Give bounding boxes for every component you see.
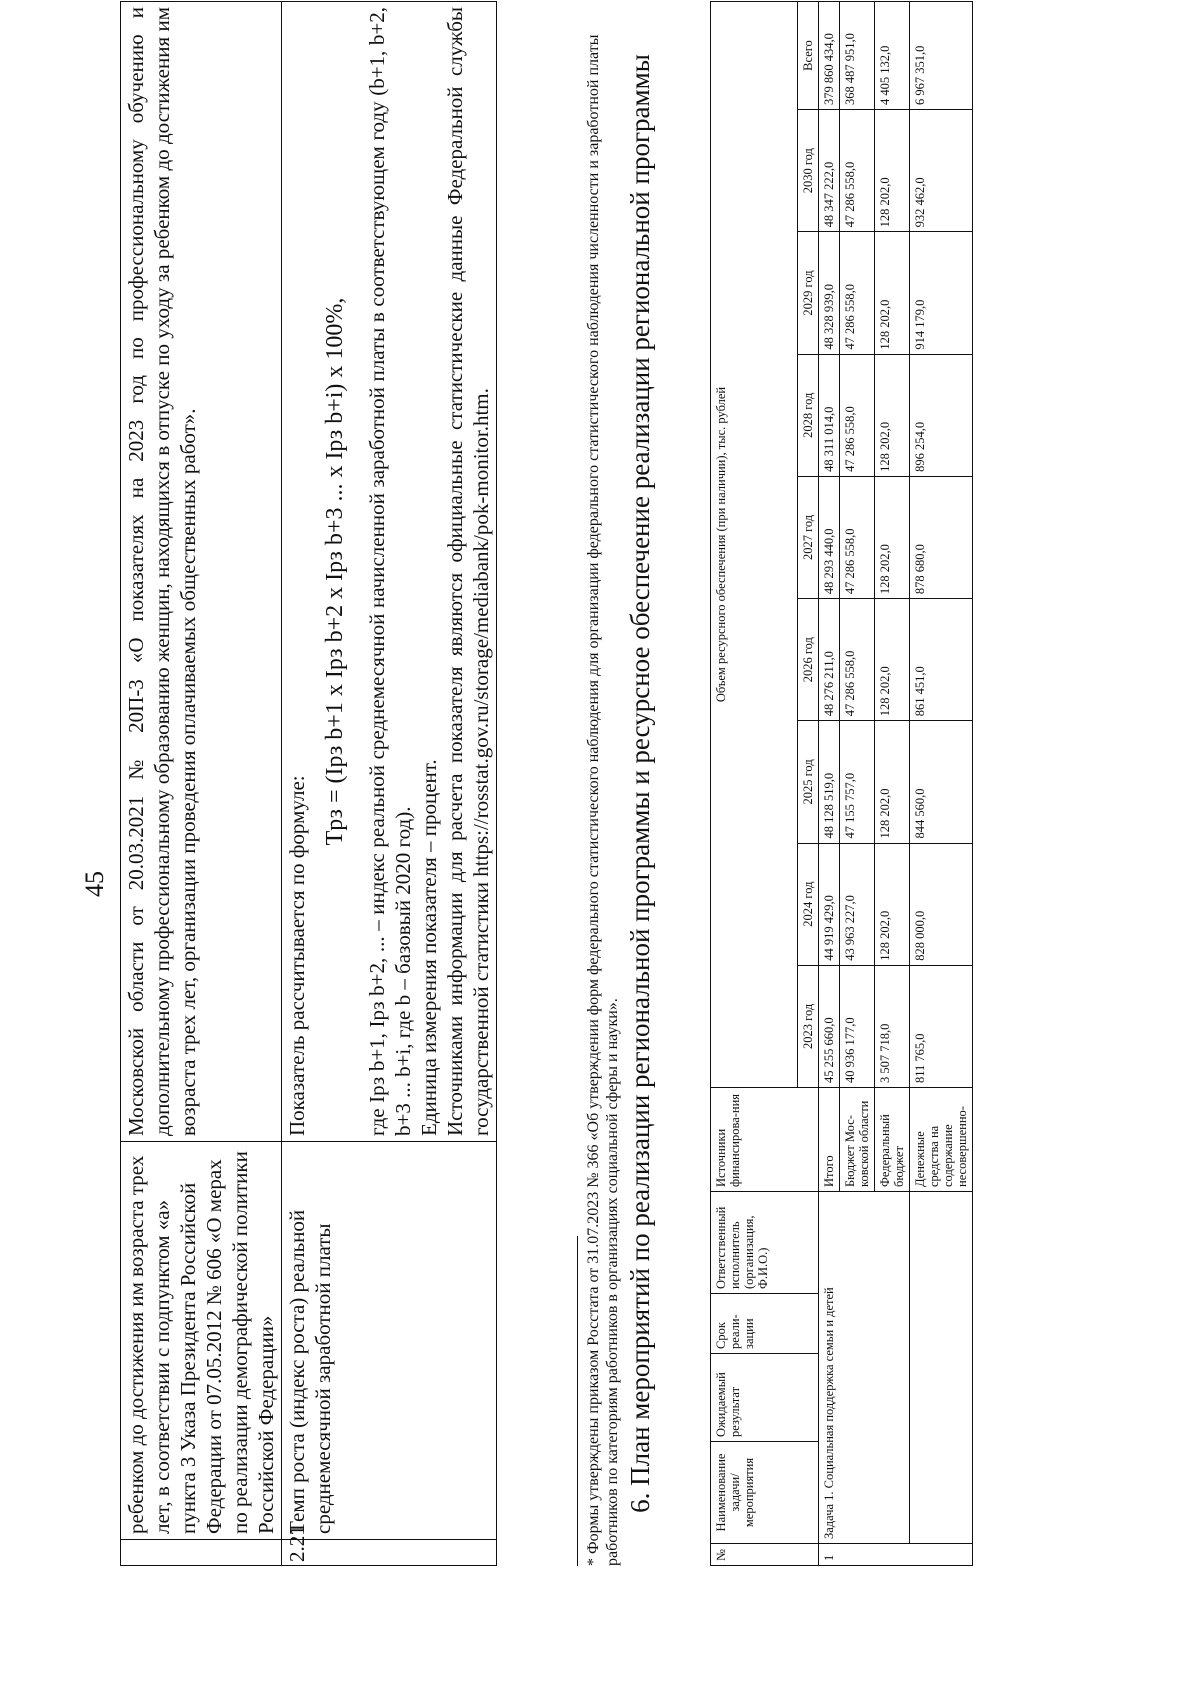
value-cell: 43 963 227,0 [840,843,875,965]
value-cell: 4 405 132,0 [875,2,910,110]
resources-table [710,1,973,1566]
header-total: Всего [798,2,819,110]
value-cell: 128 202,0 [875,232,910,354]
page-number: 45 [80,871,109,897]
header-year: 2025 год [798,721,819,843]
header-result: Ожидаемый результат [711,1354,819,1442]
value-cell: 45 255 660,0 [819,965,840,1087]
value-cell: 48 128 519,0 [819,721,840,843]
sources-text: Источниками информации для расчета показателя являются официальные статистические данные Федеральной службы государственной статистики https://rosstat.gov.ru/storage/mediabank/pok-monitor.htm. [443,7,493,1136]
header-year: 2028 год [798,354,819,476]
header-year: 2026 год [798,599,819,721]
header-term: Срок реали-зации [711,1294,819,1354]
indicator-table [120,1,497,1566]
value-cell: 47 155 757,0 [840,721,875,843]
value-cell: 811 765,0 [910,965,973,1087]
value-cell: 47 286 558,0 [840,476,875,598]
value-cell: 48 276 211,0 [819,599,840,721]
value-cell: 878 680,0 [910,476,973,598]
value-cell: 48 347 222,0 [819,110,840,232]
value-cell: 48 328 939,0 [819,232,840,354]
header-sources: Источники финансирова-ния [711,1088,819,1192]
formula: Tрз = (Iрз b+1 x Iрз b+2 x Iрз b+3 ... x Iрз b+i) x 100%, [322,297,348,846]
table-row [121,2,282,1566]
header-year: 2030 год [798,110,819,232]
table-row [282,2,497,1566]
value-cell: 368 487 951,0 [840,2,875,110]
value-cell: 128 202,0 [875,599,910,721]
value-cell: 47 286 558,0 [840,599,875,721]
value-cell: 48 311 014,0 [819,354,840,476]
row-number [121,1540,282,1566]
value-cell: 47 286 558,0 [840,232,875,354]
indicator-name: Темп роста (индекс роста) реальной среднемесячной заработной платы [282,1142,497,1540]
value-cell: 128 202,0 [875,110,910,232]
value-cell: 861 451,0 [910,599,973,721]
formula-where: где Iрз b+1, Iрз b+2, ... – индекс реальной среднемесячной начисленной заработной платы в соответствующем году (b+1, b+2, b+3 ... b+i, где b – базовый 2020 год). [365,7,415,1136]
value-cell: 48 293 440,0 [819,476,840,598]
value-cell: 47 286 558,0 [840,354,875,476]
formula-intro: Показатель рассчитывается по формуле: [285,775,309,1136]
value-cell: 914 179,0 [910,232,973,354]
header-volume: Объем ресурсного обеспечения (при наличии), тыс. рублей [711,2,798,1088]
header-executor: Ответственный исполнитель (организация, Ф.И.О.) [711,1192,819,1294]
table-row [910,2,973,1566]
value-cell: 6 967 351,0 [910,2,973,110]
section-title: 6. План мероприятий по реализации региональной программы и ресурсное обеспечение реализации региональной программы [625,54,655,1513]
value-cell: 40 936 177,0 [840,965,875,1087]
value-cell: 128 202,0 [875,721,910,843]
indicator-name: ребенком до достижения им возраста трех лет, в соответствии с подпунктом «а» пункта 3 Указа Президента Российской Федерации от 07.05.2012 № 606 «О мерах по реализации демографической политики Российской Федерации» [121,1142,282,1540]
value-cell: 3 507 718,0 [875,965,910,1087]
value-cell: 44 919 429,0 [819,843,840,965]
indicator-description [282,2,497,1142]
funding-source: Итого [819,1088,840,1192]
value-cell: 379 860 434,0 [819,2,840,110]
footnote-divider [577,1236,578,1566]
value-cell: 128 202,0 [875,476,910,598]
value-cell: 128 202,0 [875,843,910,965]
task-name: Задача 1. Социальная поддержка семьи и детей [819,1192,910,1544]
funding-source: Бюджет Мос-ковской области [840,1088,875,1192]
table-header-row [711,2,798,1566]
header-year: 2027 год [798,476,819,598]
header-year: 2024 год [798,843,819,965]
value-cell: 128 202,0 [875,354,910,476]
header-name: Наименование задачи/ мероприятия [711,1442,819,1544]
unit-text: Единица измерения показателя – процент. [417,759,441,1136]
value-cell: 47 286 558,0 [840,110,875,232]
indicator-description: Московской области от 20.03.2021 № 20П-3 «О показателях на 2023 год по профессиональному обучению и дополнительному профессиональному образованию женщин, находящихся в отпуске по уходу за ребенком до достижения им возраста трех лет, организации проведения оплачиваемых общественных работ». [121,2,282,1142]
value-cell: 828 000,0 [910,843,973,965]
value-cell: 896 254,0 [910,354,973,476]
funding-source: Федеральный бюджет [875,1088,910,1192]
table-row [819,2,840,1566]
funding-source: Денежные средства на содержание несовершенно- [910,1088,973,1192]
header-year: 2023 год [798,965,819,1087]
row-number: 2.21 [282,1540,497,1566]
header-year: 2029 год [798,232,819,354]
value-cell: 932 462,0 [910,110,973,232]
empty-cell [910,1192,973,1544]
task-number: 1 [819,1544,973,1566]
value-cell: 844 560,0 [910,721,973,843]
footnote: * Формы утверждены приказом Росстата от 31.07.2023 № 366 «Об утверждении форм федерального статистического наблюдения для организации федерального статистического наблюдения численности и заработной платы работников по категориям работников в организациях социальной сферы и науки». [585,34,621,1566]
header-num: № [711,1544,819,1566]
